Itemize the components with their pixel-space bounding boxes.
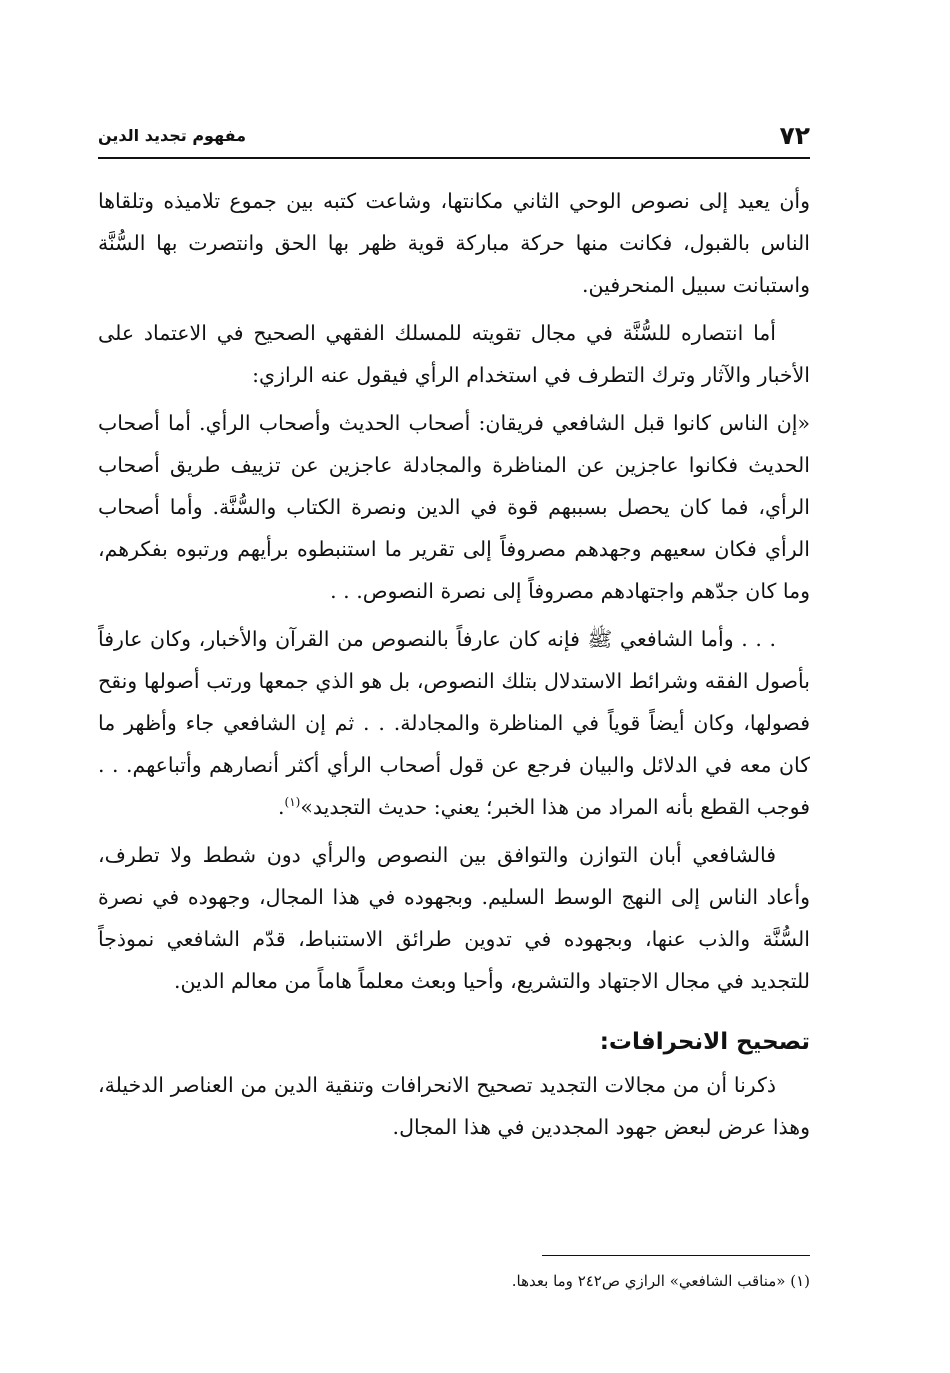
- quotation-paragraph: [98, 618, 810, 828]
- footnote-reference: (١): [284, 795, 301, 810]
- paragraph: فالشافعي أبان التوازن والتوافق بين النصوص والرأي دون شطط ولا تطرف، وأعاد الناس إلى النهج الوسط السليم. وبجهوده في هذا المجال، وجهوده في نصرة السُّنَّة والذب عنها، وبجهوده في تدوين طرائق الاستنباط، قدّم الشافعي نموذجاً للتجديد في مجال الاجتهاد والتشريع، وأحيا وبعث معلماً هاماً من معالم الدين.: [98, 843, 810, 993]
- quotation-end: .: [277, 795, 285, 819]
- paragraph: أما انتصاره للسُّنَّة في مجال تقويته للمسلك الفقهي الصحيح في الاعتماد على الأخبار والآثار وترك التطرف في استخدام الرأي فيقول عنه الرازي:: [98, 321, 810, 387]
- footnote-divider: [542, 1255, 810, 1256]
- page-number: ٧٢: [779, 120, 810, 150]
- running-header: [98, 118, 810, 152]
- main-text: [98, 180, 810, 1230]
- quotation-paragraph: «إن الناس كانوا قبل الشافعي فريقان: أصحاب الحديث وأصحاب الرأي. أما أصحاب الحديث فكانوا عاجزين عن المناظرة والمجادلة عاجزين عن تزييف طريق أصحاب الرأي، فما كان يحصل بسببهم قوة في الدين ونصرة الكتاب والسُّنَّة. وأما أصحاب الرأي فكان سعيهم وجهدهم مصروفاً إلى تقرير ما استنبطوه برأيهم ورتبوه بفكرهم، وما كان جدّهم واجتهادهم مصروفاً إلى نصرة النصوص. . .: [98, 411, 810, 603]
- section-heading: تصحيح الانحرافات:: [599, 1029, 810, 1055]
- paragraph: وأن يعيد إلى نصوص الوحي الثاني مكانتها، وشاعت كتبه بين جموع تلاميذه وتلقاها الناس بالقبول، فكانت منها حركة مباركة قوية ظهر بها الحق وانتصرت بها السُّنَّة واستبانت سبيل المنحرفين.: [98, 189, 810, 297]
- quotation-text: . . . وأما الشافعي ﷺ فإنه كان عارفاً بالنصوص من القرآن والأخبار، وكان عارفاً بأصول الفقه وشرائط الاستدلال بتلك النصوص، بل هو الذي جمعها ورتب أصولها ونقح فصولها، وكان أيضاً قوياً في المناظرة والمجادلة. . . ثم إن الشافعي جاء وأظهر ما كان معه في الدلائل والبيان فرجع عن قول أصحاب الرأي أكثر أنصارهم وأتباعهم. . . فوجب القطع بأنه المراد من هذا الخبر؛ يعني: حديث التجديد»: [98, 627, 810, 819]
- footnote: (١) «مناقب الشافعي» الرازي ص٢٤٢ وما بعدها.: [511, 1272, 810, 1290]
- book-title: مفهوم تجديد الدين: [98, 125, 247, 145]
- header-divider: [98, 157, 810, 159]
- paragraph: ذكرنا أن من مجالات التجديد تصحيح الانحرافات وتنقية الدين من العناصر الدخيلة، وهذا عرض لبعض جهود المجددين في هذا المجال.: [98, 1073, 810, 1139]
